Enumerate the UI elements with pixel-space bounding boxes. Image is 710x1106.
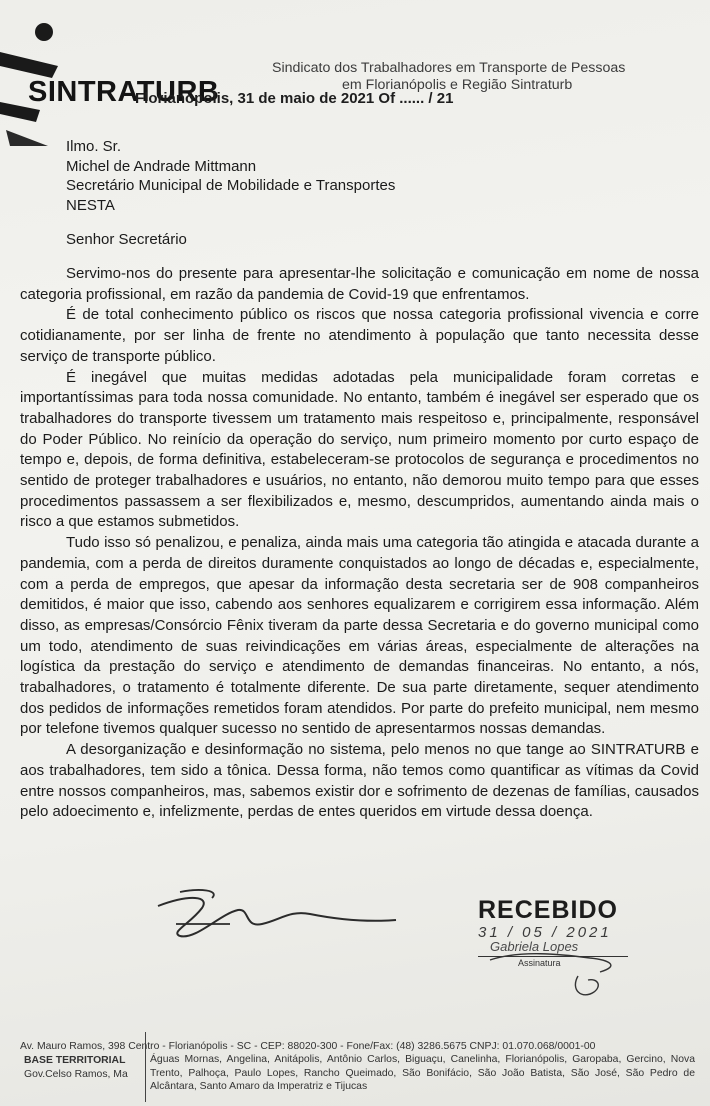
date-reference: Florianópolis, 31 de maio de 2021 Of ...... / 21 bbox=[135, 90, 454, 107]
org-name-line2: em Florianópolis e Região Sintraturb bbox=[342, 77, 573, 93]
org-name-line1: Sindicato dos Trabalhadores em Transporte de Pessoas bbox=[272, 60, 626, 76]
recipient-block bbox=[66, 137, 395, 215]
paragraph: A desorganização e desinformação no sistema, pelo menos no que tange ao SINTRATURB e aos trabalhadores, tem sido a tônica. Dessa forma, não temos como quantificar as vítimas da Covid entre nossos companheiros, mas, sabemos existir dor e sofrimento de dezenas de famílias, causados pelo adoecimento e, infelizmente, perdas de entes queridos em virtude dessa doença. bbox=[20, 741, 699, 821]
territory-label: BASE TERRITORIAL bbox=[24, 1055, 126, 1066]
recipient-name: Michel de Andrade Mittmann bbox=[66, 157, 257, 175]
recipient-location: NESTA bbox=[66, 196, 115, 214]
stamp-signature: Gabriela Lopes bbox=[490, 939, 579, 954]
footer-address: Av. Mauro Ramos, 398 Centro - Florianópolis - SC - CEP: 88020-300 - Fone/Fax: (48) 3286.5675 CNPJ: 01.070.068/0001-00 bbox=[20, 1041, 596, 1052]
salutation: Senhor Secretário bbox=[66, 231, 187, 248]
letter-body bbox=[20, 264, 699, 823]
brand-name: SINTRATURB bbox=[28, 76, 220, 108]
paragraph: É inegável que muitas medidas adotadas pela municipalidade foram corretas e importantíssimas para toda nossa comunidade. No entanto, também é inegável ser esperado que os trabalhadores do transporte tivessem um tratamento mais respeitoso e, principalmente, responsável do Poder Público. No reinício da operação do serviço, num primeiro momento por curto espaço de tempo e, depois, de forma definitiva, estabeleceram-se protocolos de segurança e procedimentos no sentido de proteger trabalhadores e usuários, no entanto, não demorou muito tempo para que esses procedimentos passassem a ser flexibilizados e, mesmo, descumpridos, aumentando ainda mais o risco a que estamos submetidos. bbox=[20, 368, 699, 531]
paragraph: Servimo-nos do presente para apresentar-lhe solicitação e comunicação em nome de nossa categoria profissional, em razão da pandemia de Covid-19 que enfrentamos. bbox=[20, 265, 699, 303]
recipient-title: Ilmo. Sr. bbox=[66, 138, 122, 155]
paragraph: Tudo isso só penalizou, e penaliza, ainda mais uma categoria tão atingida e atacada durante a pandemia, com a perda de direitos duramente conquistados ao longo de décadas e, especialmente, com a perda de empregos, que apesar da informação desta secretaria ser de 908 companheiros demitidos, é maior que isso, cabendo aos senhores equalizarem e corrigirem essa informação. Além disso, as empresas/Consórcio Fênix tiveram da parte dessa Secretaria e do governo municipal como um todo, atendimento de suas reivindicações em várias áreas, especialmente de alterações na logística da prestação do serviço e atendimento de demandas financeiras. No entanto, a nós, trabalhadores, o tratamento é totalmente diferente. De sua parte diretamente, sequer atendimento dos pedidos de informações remetidos foram atendidos. Por parte do prefeito municipal, nem mesmo por telefone tivemos qualquer sucesso no sentido de apresentarmos nossas demandas. bbox=[20, 534, 699, 738]
territory-first-city: Gov.Celso Ramos, Ma bbox=[24, 1069, 128, 1080]
stamp-title: RECEBIDO bbox=[478, 896, 618, 924]
paragraph: É de total conhecimento público os riscos que nossa categoria profissional vivencia e corre cotidianamente, por ser linha de frente no atendimento à população que tanto necessita desse serviço de transporte público. bbox=[20, 306, 699, 365]
stamp-signature-label: Assinatura bbox=[518, 958, 561, 968]
territory-cities: Águas Mornas, Angelina, Anitápolis, Antônio Carlos, Biguaçu, Canelinha, Florianópolis, Garopaba, Gercino, Nova Trento, Palhoça, Paulo Lopes, Rancho Queimado, São Bonifácio, São João Batista, São José, São Pedro de Alcântara, Santo Amaro da Imperatriz e Tijucas bbox=[150, 1054, 695, 1092]
stamp-scribble-icon bbox=[470, 920, 640, 1000]
organization-header bbox=[272, 60, 625, 94]
recipient-role: Secretário Municipal de Mobilidade e Transportes bbox=[66, 177, 396, 194]
stamp-date: 31 / 05 / 2021 bbox=[478, 924, 612, 941]
handwritten-signature-icon bbox=[150, 884, 400, 954]
